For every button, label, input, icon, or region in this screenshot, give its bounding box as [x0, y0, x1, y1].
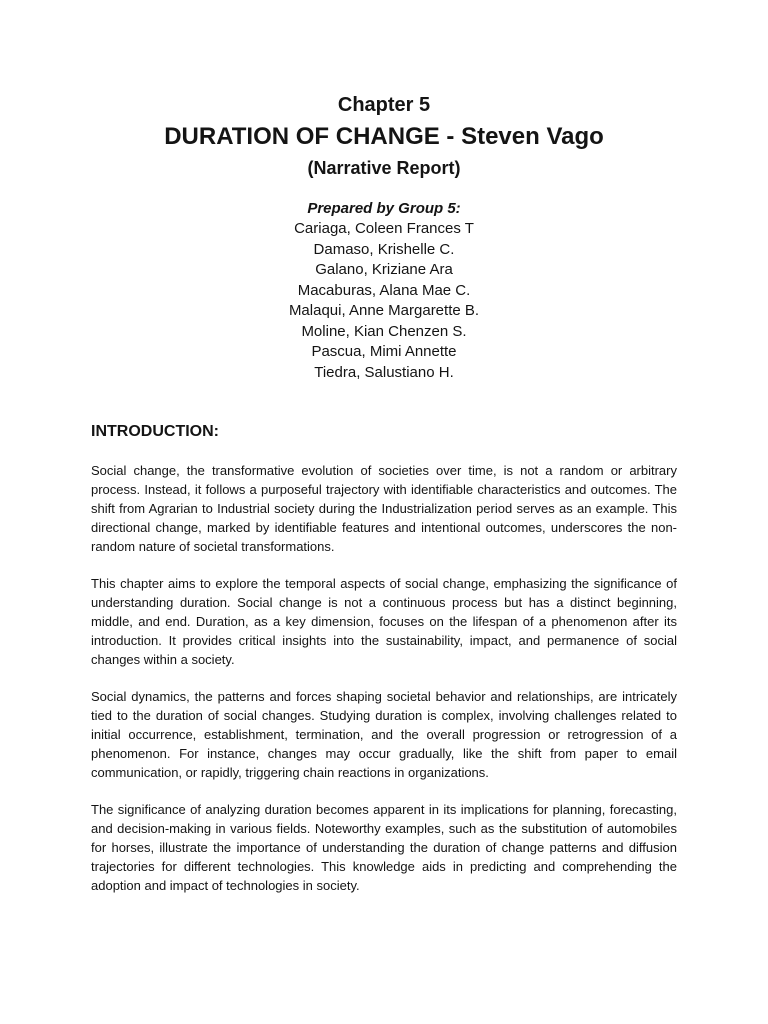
document-subtitle: (Narrative Report) — [307, 158, 461, 178]
member-name: Malaqui, Anne Margarette B. — [288, 302, 480, 319]
member-name: Pascua, Mimi Annette — [311, 343, 457, 360]
member-name: Macaburas, Alana Mae C. — [297, 281, 471, 299]
member-name: Moline, Kian Chenzen S. — [301, 322, 467, 340]
member-name: Galano, Kriziane Ara — [315, 261, 453, 278]
chapter-label: Chapter 5 — [337, 94, 431, 116]
document-title: DURATION OF CHANGE - Steven Vago — [164, 123, 604, 150]
member-name: Damaso, Krishelle C. — [313, 240, 455, 258]
member-name: Cariaga, Coleen Frances T — [294, 220, 474, 237]
member-list — [0, 219, 768, 383]
body-paragraph: Social dynamics, the patterns and forces shaping societal behavior and relationships, are intricately tied to the duration of social changes. Studying duration is complex, involving challenges related to initial occurrence, establishment, termination, and the overall progression or retrogression of a phenomenon. For instance, changes may occur gradually, like the shift from paper to email communication, or rapidly, triggering chain reactions in organizations. — [91, 689, 677, 780]
member-name: Tiedra, Salustiano H. — [314, 363, 454, 381]
section-heading: INTRODUCTION: — [91, 423, 219, 440]
prepared-by-label: Prepared by Group 5: — [307, 200, 461, 217]
body-paragraph: The significance of analyzing duration becomes apparent in its implications for planning, forecasting, and decision-making in various fields. Noteworthy examples, such as the substitution of automobiles for horses, illustrate the importance of understanding the duration of change patterns and diffusion trajectories for different technologies. This knowledge aids in predicting and comprehending the adoption and impact of technologies in society. — [91, 802, 677, 893]
body-paragraph: Social change, the transformative evolution of societies over time, is not a random or arbitrary process. Instead, it follows a purposeful trajectory with identifiable characteristics and outcomes. The shift from Agrarian to Industrial society during the Industrialization period serves as an example. This directional change, marked by identifiable features and intentional outcomes, underscores the non-random nature of societal transformations. — [91, 463, 677, 554]
body-paragraph: This chapter aims to explore the temporal aspects of social change, emphasizing the significance of understanding duration. Social change is not a continuous process but has a distinct beginning, middle, and end. Duration, as a key dimension, focuses on the lifespan of a phenomenon after its introduction. It provides critical insights into the sustainability, impact, and permanence of social changes within a society. — [91, 576, 677, 667]
